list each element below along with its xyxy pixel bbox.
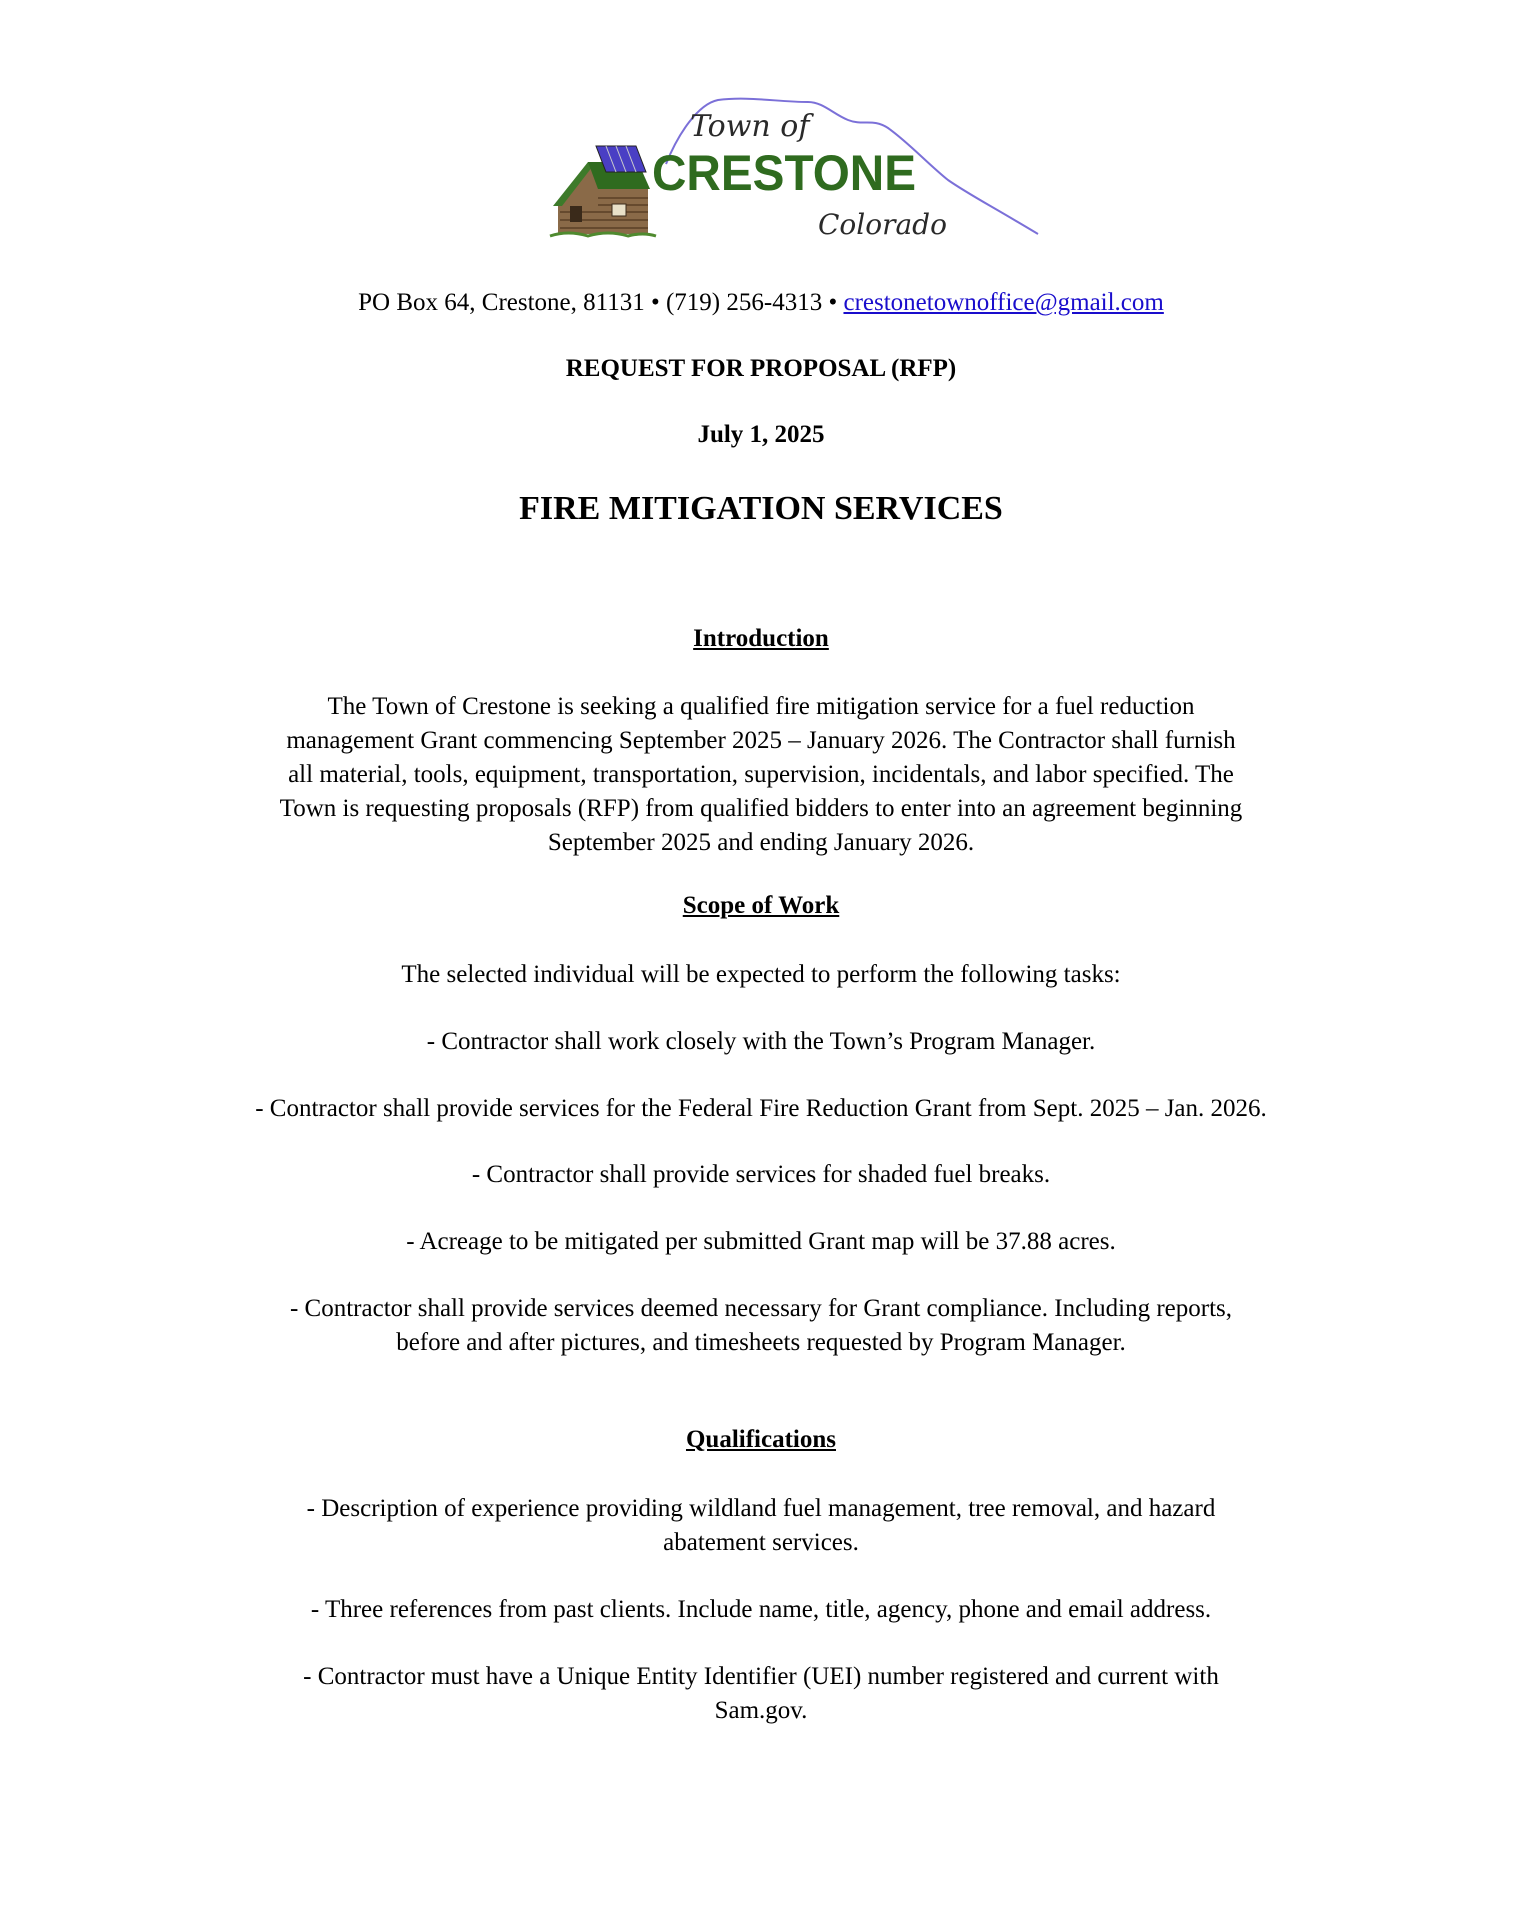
scope-intro: The selected individual will be expected to perform the following tasks: (401, 961, 1121, 988)
text-line: Town is requesting proposals (RFP) from qualified bidders to enter into an agreement beginning (279, 795, 1243, 822)
qualification-item: - Three references from past clients. Include name, title, agency, phone and email address. (310, 1596, 1212, 1623)
scope-item: - Acreage to be mitigated per submitted Grant map will be 37.88 acres. (406, 1228, 1116, 1255)
document-date: July 1, 2025 (697, 421, 825, 448)
qualifications-heading: Qualifications (685, 1426, 836, 1453)
scope-item: - Contractor shall work closely with the Town’s Program Manager. (426, 1028, 1096, 1055)
qualification-item: - Contractor must have a Unique Entity Identifier (UEI) number registered and current with Sam.gov. (303, 1663, 1219, 1724)
logo-colorado: Colorado (818, 208, 947, 241)
log-cabin-icon (550, 146, 656, 236)
text-line: management Grant commencing September 2025 – January 2026. The Contractor shall furnish (286, 727, 1236, 754)
scope-heading: Scope of Work (682, 892, 840, 919)
text-line: September 2025 and ending January 2026. (547, 829, 975, 856)
text-line: all material, tools, equipment, transportation, supervision, incidentals, and labor specified. The (288, 761, 1234, 788)
scope-item: - Contractor shall provide services for the Federal Fire Reduction Grant from Sept. 2025 – Jan. 2026. (255, 1095, 1267, 1122)
qualification-item: - Description of experience providing wildland fuel management, tree removal, and hazard abatement services. (306, 1495, 1216, 1556)
rfp-label: REQUEST FOR PROPOSAL (RFP) (565, 355, 957, 382)
text-line: The Town of Crestone is seeking a qualified fire mitigation service for a fuel reduction (327, 693, 1195, 720)
scope-item: - Contractor shall provide services deemed necessary for Grant compliance. Including reports, before and after pictures, and timesheets requested by Program Manager. (289, 1295, 1233, 1356)
scope-item: - Contractor shall provide services for shaded fuel breaks. (471, 1161, 1051, 1188)
introduction-heading: Introduction (693, 625, 829, 652)
contact-text: PO Box 64, Crestone, 81131 • (719) 256-4313 • (358, 289, 838, 316)
town-logo (548, 94, 1048, 244)
introduction-paragraph (150, 690, 1372, 860)
email-link[interactable]: crestonetownoffice@gmail.com (843, 289, 1164, 316)
contact-line (0, 289, 1522, 317)
logo-crestone: CRESTONE (652, 145, 916, 201)
logo-town-of: Town of (690, 109, 810, 144)
document-title: FIRE MITIGATION SERVICES (519, 490, 1003, 527)
